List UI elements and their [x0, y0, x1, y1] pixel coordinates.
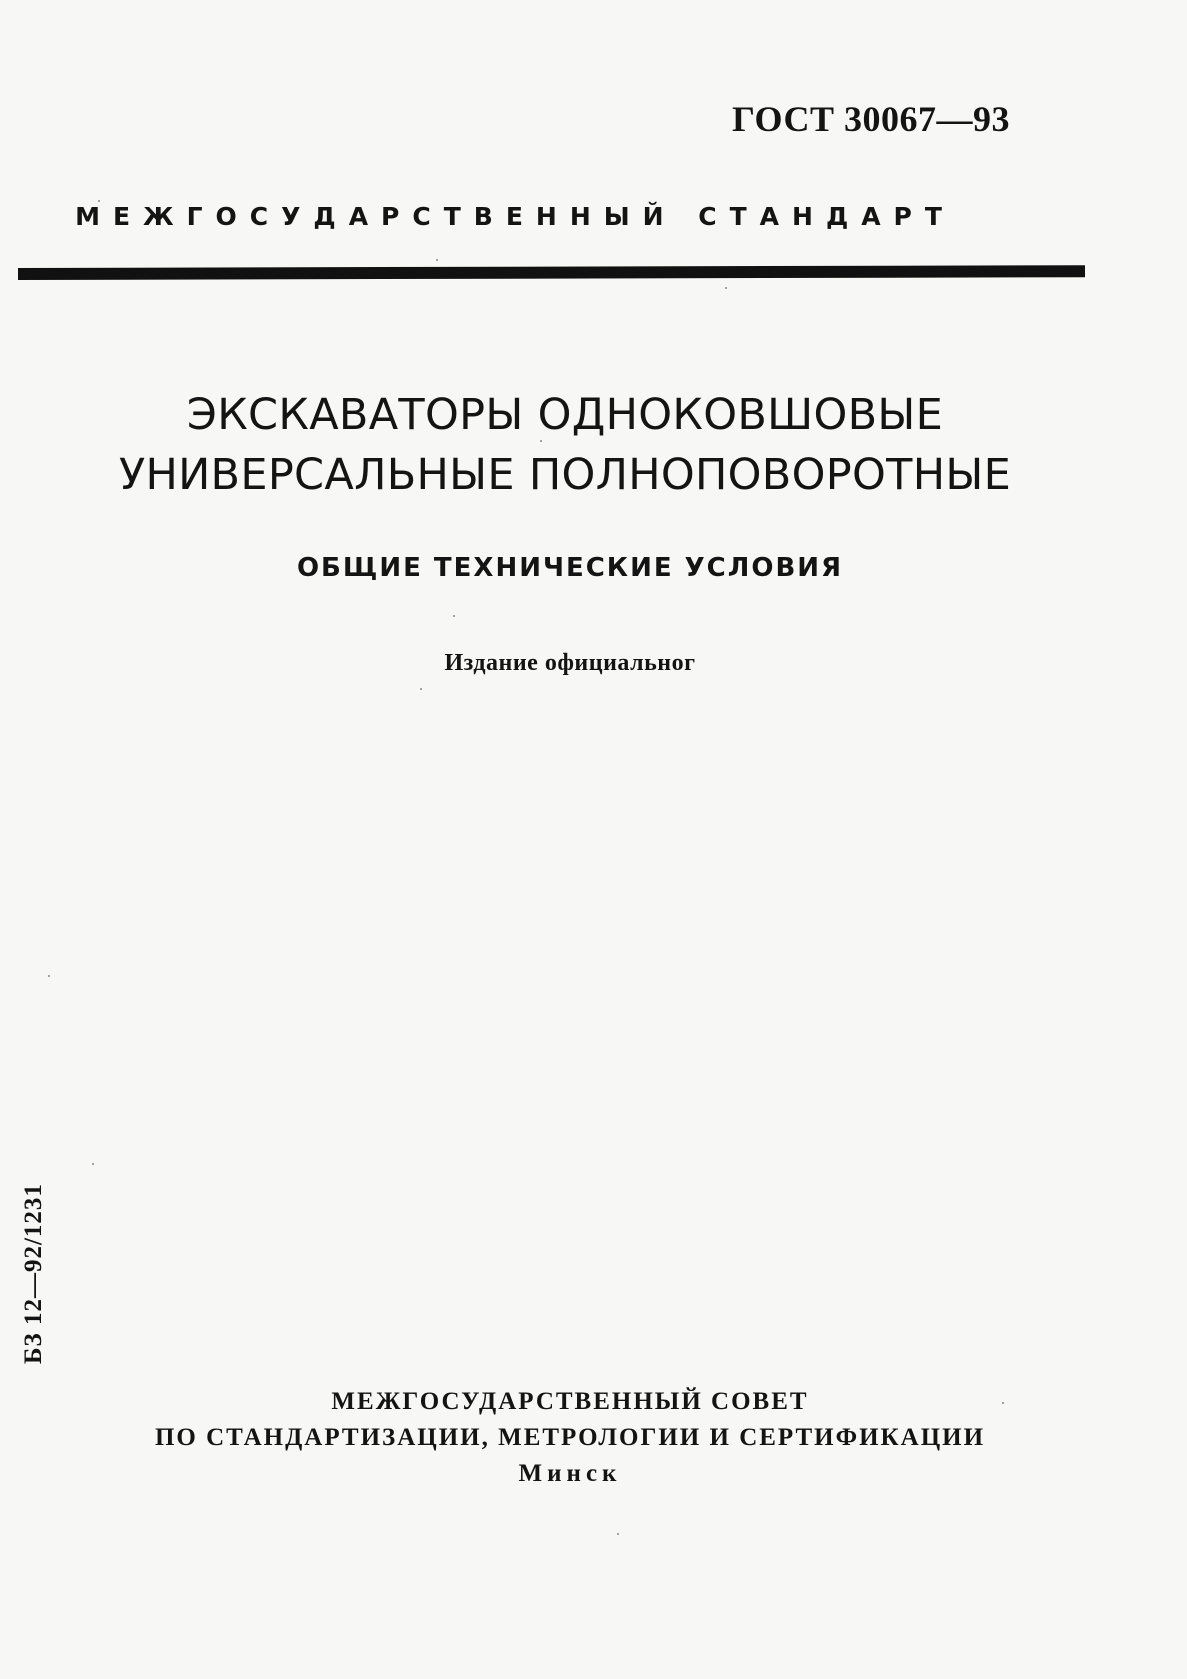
scan-speck: [453, 615, 455, 617]
side-catalog-code: БЗ 12—92/1231: [20, 1183, 47, 1364]
scan-speck: [98, 200, 100, 202]
publisher-line-2: ПО СТАНДАРТИЗАЦИИ, МЕТРОЛОГИИ И СЕРТИФИКАЦИИ: [154, 1424, 986, 1451]
scan-speck: [540, 440, 542, 442]
scan-speck: [92, 1163, 94, 1165]
title-line-2: УНИВЕРСАЛЬНЫЕ ПОЛНОПОВОРОТНЫЕ: [118, 450, 1012, 500]
scan-speck: [1002, 1402, 1004, 1404]
publisher-line-1: МЕЖГОСУДАРСТВЕННЫЙ СОВЕТ: [331, 1388, 809, 1415]
gost-number: ГОСТ 30067—93: [732, 99, 1010, 139]
publisher-block: [0, 1384, 1140, 1492]
scan-speck: [725, 287, 727, 289]
scan-speck: [48, 975, 50, 977]
scan-speck: [617, 1533, 619, 1535]
document-subtitle: ОБЩИЕ ТЕХНИЧЕСКИЕ УСЛОВИЯ: [296, 553, 844, 583]
scan-speck: [420, 688, 422, 690]
edition-note: Издание официальнoг: [444, 650, 696, 676]
scan-speck: [436, 259, 438, 261]
header-divider: [18, 265, 1085, 280]
title-line-1: ЭКСКАВАТОРЫ ОДНОКОВШОВЫЕ: [186, 390, 944, 440]
document-title: [0, 385, 1130, 505]
standard-type-heading: МЕЖГОСУДАРСТВЕННЫЙ СТАНДАРТ: [75, 202, 955, 231]
publisher-city: Минск: [518, 1460, 622, 1487]
